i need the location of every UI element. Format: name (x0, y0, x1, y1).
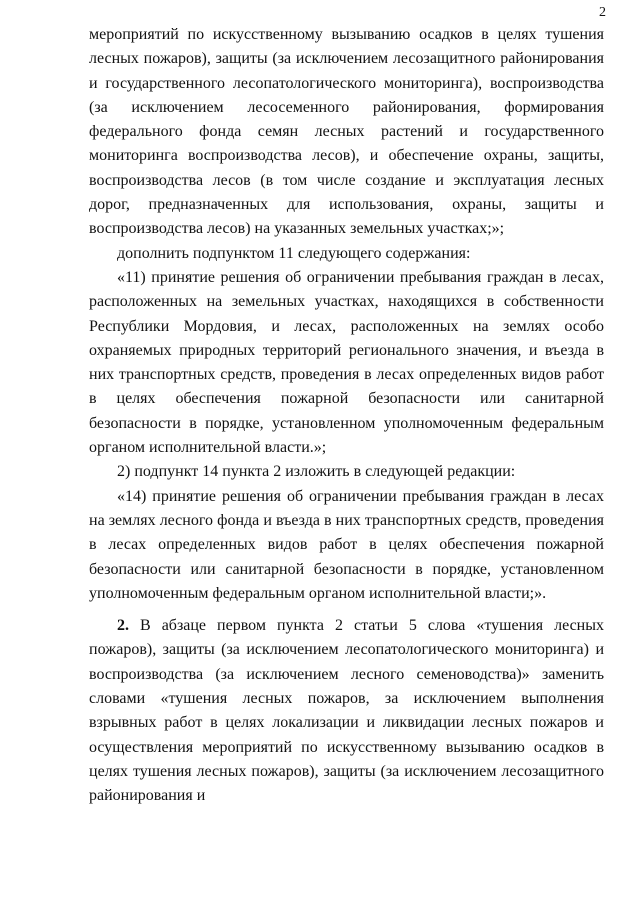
paragraph-subpoint-14-intro: 2) подпункт 14 пункта 2 изложить в следующей редакции: (117, 463, 516, 481)
paragraph-continuation: мероприятий по искусственному вызыванию осадков в целях тушения лесных пожаров), защиты (за исключением лесозащитного районирования и государственного лесопатологического мониторинга), воспроизводства (за исключением лесосеменного районирования, формирования федерального фонда семян лесных растений и государственного мониторинга воспроизводства лесов), и обеспечение охраны, защиты, воспроизводства лесов (в том числе создание и эксплуатация лесных дорог, предназначенных для использования, охраны, защиты и воспроизводства лесов) на указанных земельных участках;»; (89, 26, 604, 238)
document-body (89, 23, 604, 809)
paragraph-subpoint-11: «11) принятие решения об ограничении пребывания граждан в лесах, расположенных на земельных участках, находящихся в собственности Республики Мордовия, и лесах, расположенных на землях особо охраняемых природных территорий регионального значения, и въезда в них транспортных средств, проведения в лесах определенных видов работ в целях обеспечения пожарной безопасности или санитарной безопасности в порядке, установленном уполномоченным федеральным органом исполнительной власти.»; (89, 268, 604, 457)
item-2-text: В абзаце первом пункта 2 статьи 5 слова «тушения лесных пожаров), защиты (за исключением лесопатологического мониторинга) и воспроизводства (за исключением лесного семеноводства)» заменить словами «тушения лесных пожаров, за исключением выполнения взрывных работ в целях локализации и ликвидации лесных пожаров и осуществления мероприятий по искусственному вызыванию осадков в целях тушения лесных пожаров), защиты (за исключением лесозащитного районирования и (89, 617, 604, 805)
paragraph-add-subpoint: дополнить подпунктом 11 следующего содержания: (117, 244, 471, 262)
item-number: 2. (117, 617, 129, 635)
paragraph-item-2 (89, 614, 604, 808)
page-number: 2 (599, 5, 606, 20)
paragraph-subpoint-14: «14) принятие решения об ограничении пребывания граждан в лесах на землях лесного фонда и въезда в них транспортных средств, проведения в лесах определенных видов работ в целях обеспечения пожарной безопасности или санитарной безопасности в порядке, установленном уполномоченным федеральным органом исполнительной власти;». (89, 487, 604, 602)
